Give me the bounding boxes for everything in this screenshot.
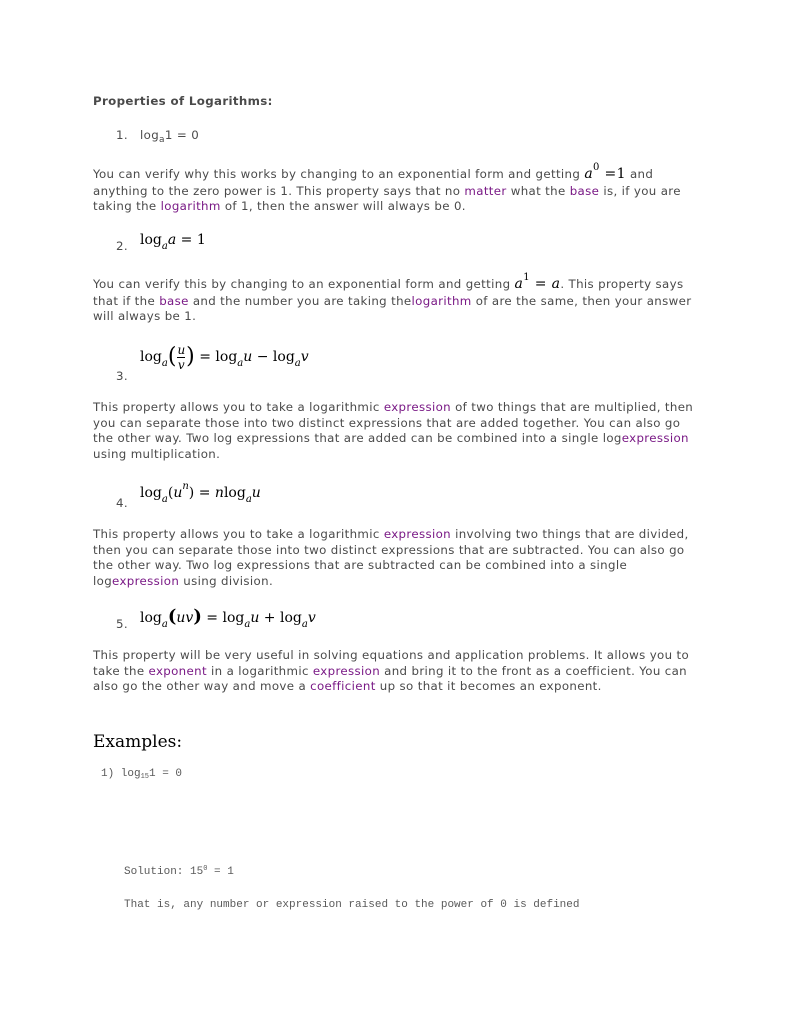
link-exponent[interactable]: exponent	[148, 663, 207, 678]
property-2-explanation: You can verify this by changing to an exponential form and getting $a^1 = a$. This property says that if the base and the number you are taking thelogarithm of are the same, then your answer will always be 1.	[93, 272, 692, 323]
link-expression[interactable]: expression	[383, 400, 451, 414]
link-expression[interactable]: expression	[621, 431, 689, 445]
example-1-solution: Solution: $15^0 = 1$	[124, 865, 234, 878]
link-logarithm[interactable]: logarithm	[411, 293, 472, 308]
link-expression[interactable]: expression	[112, 573, 180, 588]
property-4-formula: $\log_a(u^n) = nlog_au$	[140, 481, 261, 505]
property-1-explanation: You can verify why this works by changing to an exponential form and getting $a^0 =1$ and anything to the zero power is 1. This property says that no matter what the base is, if you are taking the logarithm of 1, then the answer will always be 0.	[93, 162, 681, 213]
property-1-number: 1.	[116, 128, 128, 142]
link-expression[interactable]: expression	[312, 663, 381, 678]
property-2-number: 2.	[116, 239, 128, 253]
link-logarithm[interactable]: logarithm	[160, 199, 221, 213]
property-3-explanation: This property allows you to take a logarithmic expression of two things that are multiplied, then you can separate those into two distinct expressions that are added together. You can also go the other way. Two log expressions that are added can be combined into a single logexpression using multiplication.	[93, 400, 694, 461]
link-matter[interactable]: matter	[464, 183, 507, 198]
property-2-formula: $\log_aa = 1$	[140, 232, 206, 252]
link-expression[interactable]: expression	[383, 527, 451, 541]
example-1: 1) log151 = 0	[101, 768, 183, 781]
property-5-explanation: This property will be very useful in solving equations and application problems. It allows you to take the exponent in a logarithmic expression and bring it to the front as a coefficient. You can also go the other way and move a coefficient up so that it becomes an exponent.	[93, 648, 690, 693]
property-5-formula: $\log_a(uv) = \log_au + \log_av$	[140, 606, 316, 630]
example-1-note: That is, any number or expression raised to the power of 0 is defined	[124, 899, 580, 911]
property-3-formula: $\log_a$( $\frac{u}{v}$ ) = $\log_au - \log_av$	[140, 342, 309, 372]
section-heading: Properties of Logarithms:	[93, 94, 273, 108]
property-5-number: 5.	[116, 617, 128, 631]
link-base[interactable]: base	[569, 183, 600, 198]
inline-formula: $a^1 = a$	[514, 272, 561, 292]
inline-formula: $a^0 =1$	[584, 162, 626, 182]
examples-heading: Examples:	[93, 732, 183, 752]
link-coefficient[interactable]: coefficient	[310, 679, 376, 693]
property-1-formula: $\log_a1 = 0$	[140, 128, 200, 145]
property-4-explanation: This property allows you to take a logarithmic expression involving two things that are divided, then you can separate those into two distinct expressions that are subtracted. You can also go the other way. Two log expressions that are subtracted can be combined into a single logexpression using division.	[93, 527, 689, 588]
link-base[interactable]: base	[159, 293, 189, 308]
property-4-number: 4.	[116, 496, 128, 510]
property-3-number: 3.	[116, 369, 128, 383]
